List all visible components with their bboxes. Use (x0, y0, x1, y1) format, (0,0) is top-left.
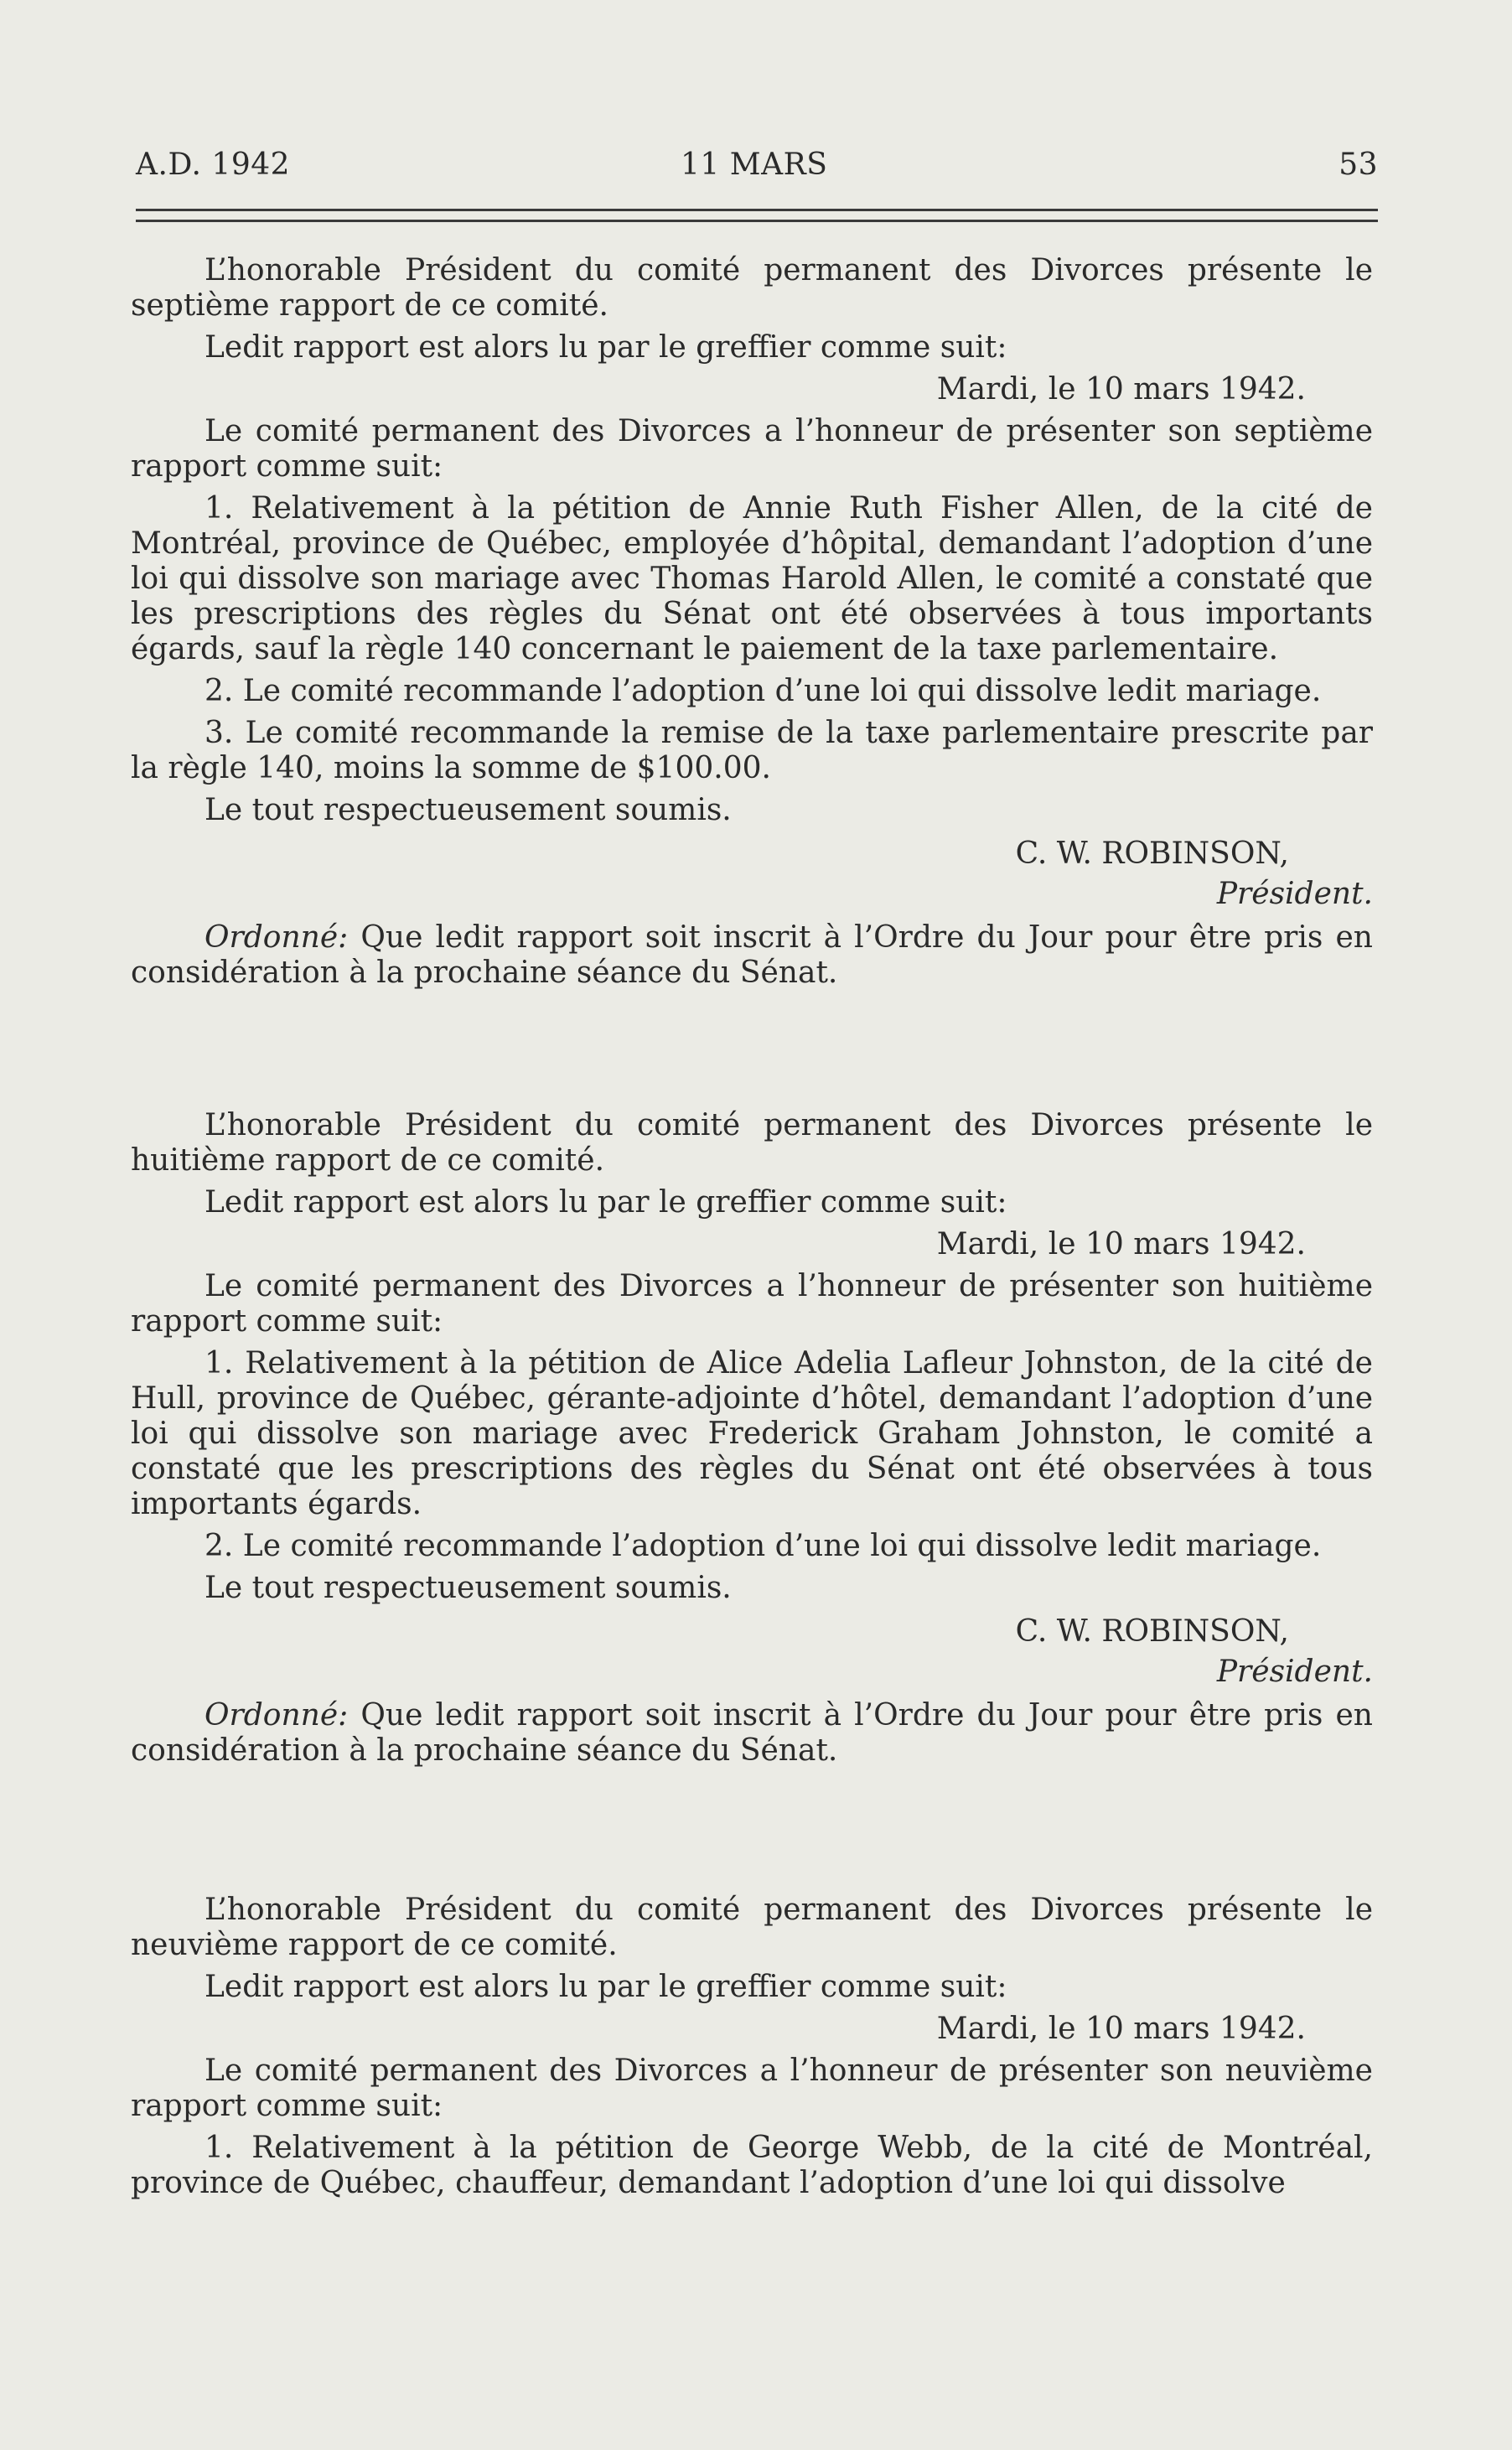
report-read-line: Ledit rapport est alors lu par le greffier comme suit: (205, 330, 1007, 365)
header-double-rule (136, 209, 1378, 222)
signature-title: Président. (1216, 877, 1373, 911)
order-paragraph (131, 920, 1373, 991)
header-year: A.D. 1942 (136, 148, 291, 182)
report-item: 2. Le comité recommande l’adoption d’une loi qui dissolve ledit mariage. (205, 1529, 1322, 1563)
report-eighth (131, 1108, 1373, 1775)
report-date: Mardi, le 10 mars 1942. (936, 372, 1306, 407)
report-item: 1. Relativement à la pétition de George Webb, de la cité de Montréal, province de Québec, chauffeur, demandant l’adoption d’une loi qui dissolve (131, 2131, 1373, 2200)
signature-title: Président. (1216, 1655, 1373, 1689)
report-seventh (131, 253, 1373, 997)
order-label: Ordonné: (205, 1698, 349, 1733)
report-item: 3. Le comité recommande la remise de la taxe parlementaire prescrite par la règle 140, moins la somme de $100.00. (131, 716, 1373, 785)
report-read-line: Ledit rapport est alors lu par le greffier comme suit: (205, 1970, 1007, 2004)
report-ninth (131, 1893, 1373, 2208)
report-opening: Le comité permanent des Divorces a l’honneur de présenter son septième rapport comme suit: (131, 414, 1373, 484)
report-intro: L’honorable Président du comité permanent des Divorces présente le septième rapport de ce comité. (131, 253, 1373, 323)
report-item: 2. Le comité recommande l’adoption d’une loi qui dissolve ledit mariage. (205, 674, 1322, 708)
signature-name: C. W. ROBINSON, (1015, 1614, 1289, 1649)
order-paragraph (131, 1698, 1373, 1769)
header-date: 11 MARS (681, 148, 828, 182)
report-date: Mardi, le 10 mars 1942. (936, 1227, 1306, 1261)
page-header (136, 148, 1378, 198)
order-label: Ordonné: (205, 920, 349, 955)
report-intro: L’honorable Président du comité permanent des Divorces présente le huitième rapport de ce comité. (131, 1108, 1373, 1178)
report-closing: Le tout respectueusement soumis. (205, 793, 732, 827)
report-item: 1. Relativement à la pétition de Alice Adelia Lafleur Johnston, de la cité de Hull, province de Québec, gérante-adjointe d’hôtel, demandant l’adoption d’une loi qui dissolve son mariage avec Frederick Graham Johnston, le comité a constaté que les prescriptions des règles du Sénat ont été observées à tous importants égards. (131, 1346, 1373, 1521)
signature-name: C. W. ROBINSON, (1015, 837, 1289, 871)
report-closing: Le tout respectueusement soumis. (205, 1571, 732, 1605)
report-intro: L’honorable Président du comité permanent des Divorces présente le neuvième rapport de ce comité. (131, 1893, 1373, 1962)
report-item: 1. Relativement à la pétition de Annie Ruth Fisher Allen, de la cité de Montréal, province de Québec, employée d’hôpital, demandant l’adoption d’une loi qui dissolve son mariage avec Thomas Harold Allen, le comité a constaté que les prescriptions des règles du Sénat ont été observées à tous importants égards, sauf la règle 140 concernant le paiement de la taxe parlementaire. (131, 491, 1373, 666)
report-opening: Le comité permanent des Divorces a l’honneur de présenter son huitième rapport comme suit: (131, 1269, 1373, 1339)
order-text: Que ledit rapport soit inscrit à l’Ordre du Jour pour être pris en considération à la prochaine séance du Sénat. (131, 920, 1373, 990)
report-date: Mardi, le 10 mars 1942. (936, 2012, 1306, 2046)
order-text: Que ledit rapport soit inscrit à l’Ordre du Jour pour être pris en considération à la prochaine séance du Sénat. (131, 1698, 1373, 1768)
report-read-line: Ledit rapport est alors lu par le greffier comme suit: (205, 1185, 1007, 1220)
report-opening: Le comité permanent des Divorces a l’honneur de présenter son neuvième rapport comme suit: (131, 2054, 1373, 2123)
page-number: 53 (1339, 148, 1378, 182)
